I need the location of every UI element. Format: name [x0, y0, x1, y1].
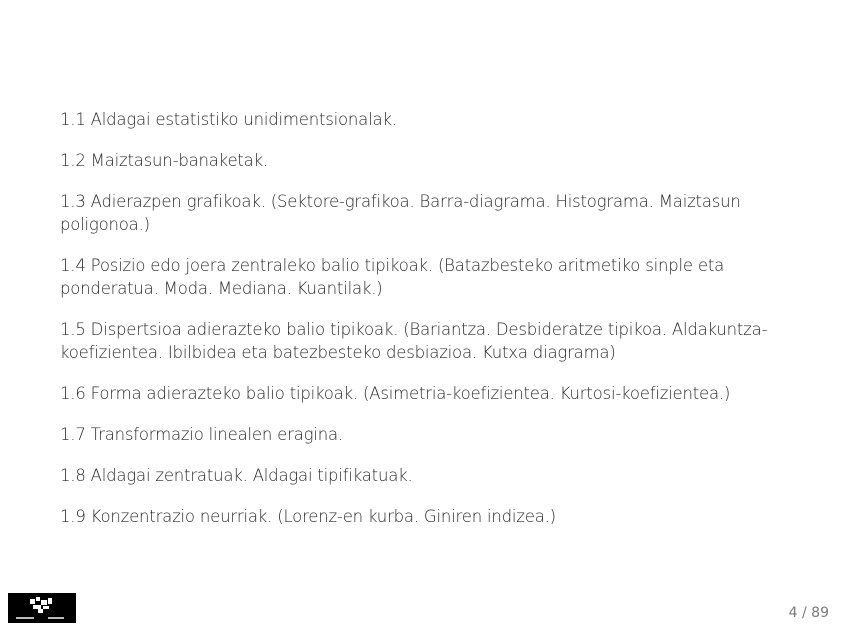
- topic-item: 1.8 Aldagai zentratuak. Aldagai tipifikatuak.: [60, 466, 413, 485]
- topic-item: 1.2 Maiztasun-banaketak.: [60, 151, 268, 170]
- topic-item: 1.6 Forma adierazteko balio tipikoak. (Asimetria-koefizientea. Kurtosi-koefizientea.): [60, 384, 731, 403]
- topic-item: 1.4 Posizio edo joera zentraleko balio tipikoak. (Batazbesteko aritmetiko sinple eta ponderatua. Moda. Mediana. Kuantilak.): [60, 256, 725, 298]
- university-logo-icon: [8, 593, 76, 623]
- page-number: 4 / 89: [788, 605, 829, 621]
- topic-item: 1.1 Aldagai estatistiko unidimentsionalak.: [60, 110, 397, 129]
- topic-item: 1.9 Konzentrazio neurriak. (Lorenz-en kurba. Giniren indizea.): [60, 507, 556, 526]
- topic-item: 1.5 Dispertsioa adierazteko balio tipikoak. (Bariantza. Desbideratze tipikoa. Aldakuntza-koefizientea. Ibilbidea eta batezbesteko desbiazioa. Kutxa diagrama): [60, 320, 768, 362]
- topic-item: 1.7 Transformazio linealen eragina.: [60, 425, 343, 444]
- topic-list: [60, 108, 800, 546]
- topic-item: 1.3 Adierazpen grafikoak. (Sektore-grafikoa. Barra-diagrama. Histograma. Maiztasun poligonoa.): [60, 192, 741, 234]
